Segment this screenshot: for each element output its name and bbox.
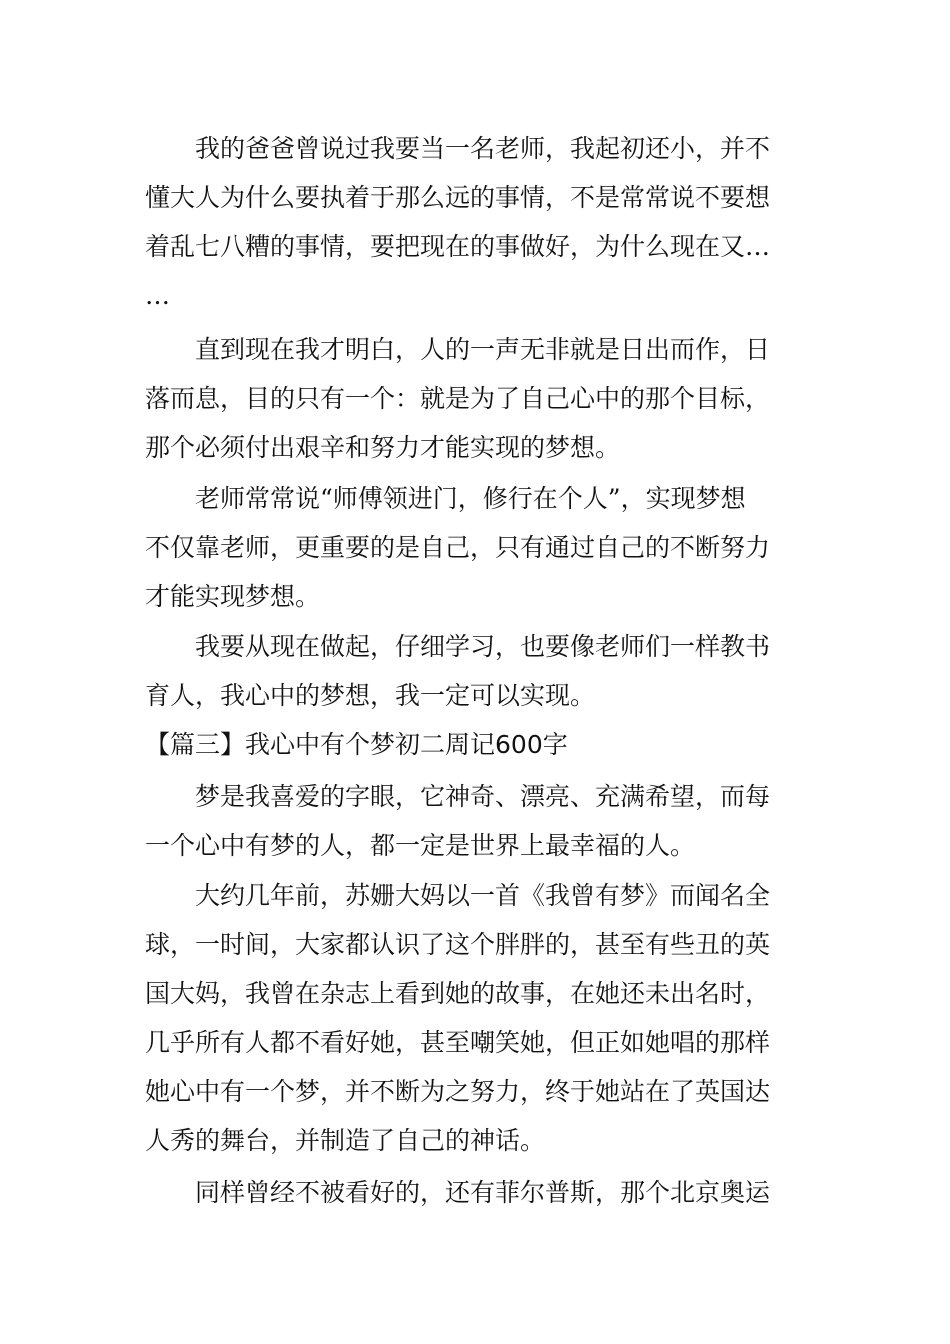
paragraph-line: 我的爸爸曾说过我要当一名老师，我起初还小，并不 (145, 134, 771, 163)
paragraph-line: … (145, 281, 170, 310)
paragraph-line: 着乱七八糟的事情，要把现在的事做好，为什么现在又… (145, 232, 771, 261)
paragraph-line: 直到现在我才明白，人的一声无非就是日出而作，日 (145, 335, 771, 364)
paragraph-line: 国大妈，我曾在杂志上看到她的故事，在她还未出名时， (145, 979, 771, 1008)
paragraph-line: 大约几年前，苏姗大妈以一首《我曾有梦》而闻名全 (145, 881, 771, 910)
paragraph-line: 懂大人为什么要执着于那么远的事情，不是常常说不要想 (145, 183, 771, 212)
paragraph-line: 几乎所有人都不看好她，甚至嘲笑她，但正如她唱的那样 (145, 1028, 771, 1057)
paragraph-line: 才能实现梦想。 (145, 582, 321, 611)
paragraph-line: 不仅靠老师，更重要的是自己，只有通过自己的不断努力 (145, 533, 771, 562)
paragraph-line: 落而息，目的只有一个：就是为了自己心中的那个目标， (145, 384, 771, 413)
paragraph-line: 那个必须付出艰辛和努力才能实现的梦想。 (145, 433, 621, 462)
paragraph-line: 人秀的舞台，并制造了自己的神话。 (145, 1126, 546, 1155)
paragraph-line: 老师常常说“师傅领进门，修行在个人”，实现梦想 (145, 484, 746, 513)
paragraph-line: 她心中有一个梦，并不断为之努力，终于她站在了英国达 (145, 1077, 771, 1106)
paragraph-line: 一个心中有梦的人，都一定是世界上最幸福的人。 (145, 831, 696, 860)
paragraph-line: 我要从现在做起，仔细学习，也要像老师们一样教书 (145, 632, 771, 661)
paragraph-line: 梦是我喜爱的字眼，它神奇、漂亮、充满希望，而每 (145, 782, 771, 811)
paragraph-line: 同样曾经不被看好的，还有菲尔普斯，那个北京奥运 (145, 1178, 771, 1207)
section-heading: 【篇三】我心中有个梦初二周记600字 (145, 730, 568, 759)
paragraph-line: 育人，我心中的梦想，我一定可以实现。 (145, 681, 596, 710)
paragraph-line: 球，一时间，大家都认识了这个胖胖的，甚至有些丑的英 (145, 930, 771, 959)
